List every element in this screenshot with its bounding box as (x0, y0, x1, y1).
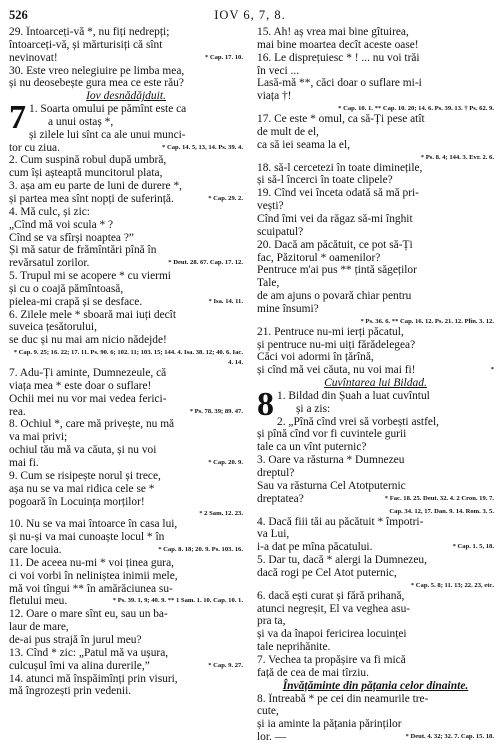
verse-line (9, 634, 243, 647)
verse-text: 13. Cînd * zic: „Patul mă va ușura, (9, 646, 169, 659)
cross-reference: * Cap. 8. 18; 20. 9. Ps. 103. 16. (158, 546, 243, 554)
verse-line (9, 65, 243, 78)
verse-line (257, 428, 494, 441)
verse-line (9, 608, 243, 621)
section-heading: Învățăminte din pățania celor dinainte. (282, 679, 469, 692)
verse-line (9, 347, 243, 367)
verse-text: 20. Dacă am păcătuit, ce pot să-Ți (257, 238, 413, 251)
verse-line (257, 441, 494, 454)
verse-text: și pentruce nu-mi uiți fărădelegea? (257, 338, 416, 351)
verse-text: care locuia. (9, 544, 62, 557)
verse-text: cute, (257, 705, 279, 718)
verse-text: vești? (257, 200, 284, 213)
verse-line (257, 52, 494, 65)
verse-text: suveica țesătorului, (9, 321, 97, 334)
verse-line (9, 154, 243, 167)
cross-reference: * Cap. 20. 9. (208, 459, 243, 466)
verse-text: și va da înapoi fericirea locuinței (257, 628, 407, 641)
running-title: IOV 6, 7, 8. (214, 8, 286, 22)
verse-text: și ia aminte la pățania părinților (257, 718, 402, 731)
verse-text: viața mea * este doar o suflare! (9, 379, 152, 392)
verse-text: ochiul tău mă va căuta, și nu voi (9, 444, 157, 457)
verse-line (257, 693, 494, 706)
verse-line (257, 454, 494, 467)
cross-reference: * Cap. 1. 5, 18. (452, 543, 494, 551)
verse-line (257, 162, 494, 175)
cross-reference: * Cap. 14. 5, 13, 14. Ps. 39. 4. (162, 143, 243, 151)
verse-line (257, 252, 494, 265)
verse-text: și zilele lui sînt ca ale unui munci- (29, 128, 186, 141)
verse-line (257, 303, 494, 316)
chapter-number: 8 (257, 385, 274, 423)
verse-line (257, 326, 494, 339)
verse-text: 2. Cum suspină robul după umbră, (9, 154, 167, 167)
verse-text: și cu o coajă pămîntoasă, (9, 282, 124, 295)
verse-line (257, 718, 494, 731)
cross-reference: * Cap. 5. 8; 11. 13; 22. 23, etc. (410, 581, 494, 589)
cross-reference: Cap. 34. 12, 17. Dan. 9. 14. Rom. 3. 5. (389, 507, 494, 515)
verse-line (9, 418, 243, 431)
right-column (257, 26, 494, 744)
verse-line (29, 116, 243, 129)
verse-line (9, 309, 243, 322)
cross-reference: * Ps. 36. 6. ** Cap. 16. 12. Ps. 21. 12. Plîn. 3. 12. (360, 317, 494, 325)
verse-text: 8. Întreabă * pe cei din neamurile tre- (257, 692, 429, 705)
verse-line (9, 180, 243, 193)
verse-text: atunci negreșit, El va veghea asu- (257, 602, 411, 615)
verse-text: se duc și nu mai am nicio nădejde! (9, 334, 167, 347)
verse-text: 5. Dar tu, dacă * alergi la Dumnezeu, (257, 554, 427, 567)
chapter-number: 7 (9, 99, 26, 137)
cross-reference: * Cap. 29. 2. (208, 194, 243, 202)
verse-text: și a zis: (296, 402, 331, 415)
verse-line (9, 660, 243, 673)
verse-text: de-ai pus strajă în jurul meu? (9, 633, 142, 646)
cross-reference: * (490, 366, 494, 374)
verse-line (9, 531, 243, 544)
verse-text: 21. Pentruce nu-mi ierți păcatul, (257, 325, 404, 338)
verse-text: mă îngrozești prin vedenii. (9, 685, 132, 698)
verse-line (257, 567, 494, 580)
cross-reference: * Deut. 28. 67. Cap. 17. 12. (168, 259, 243, 267)
verse-text: 11. De aceea nu-mi * voi ținea gura, (9, 556, 174, 569)
verse-text: 6. Zilele mele * sboară mai iuți decît (9, 308, 177, 321)
verse-text: Tale, (257, 277, 280, 290)
cross-reference: * Fac. 18. 25. Deut. 32. 4. 2 Cron. 19. 7. (384, 494, 494, 502)
verse-line (257, 506, 494, 516)
verse-line (257, 77, 494, 90)
verse-text: 7. Adu-Ți aminte, Dumnezeule, că (9, 367, 167, 380)
cross-reference: * Deut. 4. 32; 32. 7. Cap. 15. 18. (405, 733, 494, 741)
verse-line (277, 416, 494, 429)
verse-line (257, 339, 494, 352)
verse-line (29, 129, 243, 142)
verse-line (9, 232, 243, 245)
verse-text: și partea mea sînt nopți de suferință. (9, 192, 174, 205)
verse-line (257, 277, 494, 290)
page-header (0, 8, 500, 24)
verse-text: ci voi vorbi în neliniștea inimii mele, (9, 569, 178, 582)
section-heading: Iov desnădăjduit. (86, 90, 166, 103)
verse-line (257, 528, 494, 541)
verse-text: și nu deosebește gura mea ce este rău? (9, 77, 184, 90)
verse-text: 2. „Pînă cînd vrei să vorbești astfel, (277, 415, 439, 428)
verse-line (257, 316, 494, 326)
verse-text: mai fi. (9, 457, 39, 469)
verse-line (9, 483, 243, 496)
verse-line (257, 39, 494, 52)
verse-text: dacă rogi pe Cel Atot puternic, (257, 566, 397, 579)
verse-line (257, 541, 494, 554)
verse-text: dreptatea? (257, 492, 304, 505)
verse-text: „Cînd mă voi scula * ? (9, 218, 114, 231)
verse-line (9, 621, 243, 634)
verse-text: Ochii mei nu vor mai vedea ferici- (9, 392, 167, 405)
verse-text: față de cea de mai tîrziu. (257, 666, 369, 679)
verse-text: în veci ... (257, 64, 300, 77)
verse-text: 9. Cum se risipește norul și trece, (9, 469, 161, 482)
verse-text: Pentruce m'ai pus ** țintă săgeților (257, 264, 417, 277)
verse-text: și nu-și va mai cunoaște locul * în (9, 531, 165, 544)
verse-text: cum își așteaptă muncitorul plata, (9, 167, 163, 180)
verse-line (257, 264, 494, 277)
verse-line (9, 457, 243, 470)
cross-reference: * Cap. 10. 1. ** Cap. 10. 20; 14. 6. Ps. 39. 13. † Ps. 62. 9. (338, 105, 494, 113)
verse-line (9, 77, 243, 90)
cross-reference: * Cap. 17. 10. (204, 53, 243, 61)
verse-text: Cînd se va sfîrși noaptea ?” (9, 231, 134, 244)
verse-line (9, 557, 243, 570)
verse-text: mă voi tîngui ** în amărăciunea su- (9, 582, 173, 595)
verse-line (9, 52, 243, 65)
verse-text: va mai privi; (9, 431, 68, 444)
verse-line (9, 367, 243, 380)
verse-line (257, 628, 494, 641)
verse-line (9, 685, 243, 698)
verse-line (257, 480, 494, 493)
verse-line (257, 239, 494, 252)
verse-line (257, 113, 494, 126)
left-column (9, 26, 243, 698)
verse-text: 15. Ah! aș vrea mai bine gîtuirea, (257, 26, 409, 38)
verse-line (9, 167, 243, 180)
cross-reference: * Cap. 9. 25; 16. 22; 17. 11. Ps. 90. 6; 102. 11; 103. 15; 144. 4. Isa. 38. 12; 40. 6. Iac. 4. 14. (13, 349, 243, 367)
verse-line (9, 296, 243, 309)
verse-line (9, 206, 243, 219)
verse-line (257, 364, 494, 377)
verse-text: 10. Nu se va mai întoarce în casa lui, (9, 518, 178, 531)
verse-line (257, 590, 494, 603)
verse-text: 16. Le disprețuiesc * ! ... nu voi trăi (257, 51, 420, 64)
verse-line (257, 554, 494, 567)
verse-text: Cînd îmi vei da răgaz să-mi înghit (257, 212, 413, 225)
verse-text: 29. Întoarceți-vă *, nu fiți nedrepți; (9, 26, 170, 38)
verse-line (9, 39, 243, 52)
verse-text: Căci voi adormi în țărînă, (257, 351, 374, 364)
verse-text: 6. dacă ești curat și fără prihană, (257, 589, 405, 602)
verse-line (277, 403, 494, 416)
verse-text: nevinovat! (9, 51, 58, 64)
verse-text: i-a dat pe mîna păcatului. (257, 541, 373, 554)
verse-text: dreptul? (257, 467, 295, 479)
verse-text: Lasă-mă **, căci doar o suflare mi-i (257, 77, 422, 90)
verse-text: pielea-mi crapă și se desface. (9, 295, 143, 308)
verse-text: de am ajuns o povară chiar pentru (257, 290, 412, 303)
verse-text: viața †! (257, 90, 292, 103)
verse-text: ca să iei seama la el, (257, 138, 350, 151)
verse-text: tor cu ziua. (9, 141, 60, 154)
verse-text: pra ta, (257, 615, 286, 628)
verse-text: 8. Ochiul *, care mă privește, nu mă (9, 418, 175, 431)
verse-line (9, 193, 243, 206)
verse-line (257, 603, 494, 616)
verse-line (9, 26, 243, 39)
verse-line (9, 380, 243, 393)
verse-line (257, 654, 494, 667)
verse-line (257, 126, 494, 139)
verse-line (257, 615, 494, 628)
cross-reference: * Ps. 78. 39; 89. 47. (189, 407, 243, 415)
verse-line (9, 508, 243, 518)
verse-line (257, 731, 494, 744)
verse-line (257, 467, 494, 480)
verse-text: așa nu se va mai ridica cele se * (9, 482, 155, 495)
verse-line (257, 226, 494, 239)
verse-line (257, 705, 494, 718)
verse-line (257, 174, 494, 187)
verse-text: Și mă satur de frămîntări pînă în (9, 244, 157, 257)
verse-text: și să-l încerci în toate clipele? (257, 174, 393, 187)
verse-text: laur de mare, (9, 621, 69, 634)
verse-text: 1. Bildad din Șuah a luat cuvîntul (277, 389, 430, 402)
verse-line (257, 493, 494, 506)
verse-line (257, 90, 494, 103)
verse-line (257, 103, 494, 113)
cross-reference: * Cap. 9. 27. (208, 661, 243, 669)
cross-reference: * Ps. 8. 4; 144. 3. Evr. 2. 6. (420, 153, 494, 161)
cross-reference: * Isa. 14. 11. (208, 297, 243, 305)
verse-line (9, 270, 243, 283)
verse-line (9, 283, 243, 296)
verse-text: și cînd mă vei căuta, nu voi mai fi! (257, 364, 416, 377)
verse-text: 4. Dacă fiii tăi au păcătuit * împotri- (257, 515, 424, 528)
verse-text: 7. Vechea ta propășire va fi mică (257, 653, 406, 666)
verse-line (9, 444, 243, 457)
verse-line (9, 544, 243, 557)
verse-text: 5. Trupul mi se acopere * cu viermi (9, 270, 171, 283)
verse-line (9, 647, 243, 660)
verse-text: tale neprihănite. (257, 641, 331, 654)
verse-text: culcușul îmi va alina durerile,” (9, 659, 150, 672)
verse-line (9, 321, 243, 334)
verse-text: mai bine moartea decît aceste oase! (257, 38, 419, 51)
verse-text: rea. (9, 405, 26, 418)
verse-line (257, 213, 494, 226)
verse-text: 3. Oare va răsturna * Dumnezeu (257, 454, 405, 467)
verse-line (9, 570, 243, 583)
verse-text: mine însumi? (257, 302, 319, 315)
verse-line (257, 187, 494, 200)
page-number: 526 (9, 8, 28, 22)
verse-line (257, 26, 494, 39)
verse-line (257, 641, 494, 654)
verse-text: 18. să-l cercetezi în toate diminețile, (257, 161, 423, 174)
verse-line (9, 244, 243, 257)
verse-line (257, 152, 494, 162)
verse-line (257, 351, 494, 364)
verse-line (257, 200, 494, 213)
verse-line (9, 496, 243, 509)
verse-text: 1. Soarta omului pe pămînt este ca (29, 103, 187, 116)
verse-text: de mult de el, (257, 125, 319, 138)
verse-line (9, 334, 243, 347)
verse-line (9, 406, 243, 419)
verse-line (257, 290, 494, 303)
verse-text: și pînă cînd vor fi cuvintele gurii (257, 428, 407, 441)
verse-text: va Lui, (257, 528, 290, 541)
verse-text: 12. Oare o mare sînt eu, sau un ba- (9, 608, 168, 621)
verse-text: Sau va răsturna Cel Atotputernic (257, 479, 406, 492)
verse-line (9, 583, 243, 596)
verse-text: fac, Păzitorul * oamenilor? (257, 251, 381, 264)
verse-text: 30. Este vreo nelegiuire pe limba mea, (9, 64, 185, 77)
section-heading: Cuvîntarea lui Bildad. (324, 377, 427, 390)
verse-line (9, 595, 243, 608)
verse-text: 14. atunci mă înspăimînți prin visuri, (9, 672, 178, 685)
verse-line (257, 139, 494, 152)
verse-text: fletului meu. (9, 595, 68, 608)
verse-line (9, 393, 243, 406)
verse-line (9, 518, 243, 531)
verse-text: 4. Mă culc, și zic: (9, 205, 90, 218)
verse-line (9, 470, 243, 483)
verse-line (9, 257, 243, 270)
verse-line (257, 516, 494, 529)
verse-text: 17. Ce este * omul, ca să-Ți pese atît (257, 113, 425, 126)
verse-line (9, 431, 243, 444)
cross-reference: * 2 Sam. 12. 23. (199, 510, 243, 518)
verse-line (9, 142, 243, 155)
verse-text: revărsatul zorilor. (9, 257, 90, 270)
verse-text: scuipatul? (257, 225, 304, 238)
verse-text: lor. — (257, 731, 287, 744)
verse-line (257, 667, 494, 680)
verse-text: tale ca un vînt puternic? (257, 441, 367, 454)
verse-text: 3. așa am eu parte de luni de durere *, (9, 180, 183, 193)
verse-text: întoarceți-vă, și mărturisiți că sînt (9, 38, 163, 51)
verse-text: 19. Cînd vei înceta odată să mă pri- (257, 187, 419, 200)
verse-line (9, 219, 243, 232)
verse-line (257, 580, 494, 590)
verse-line (257, 65, 494, 78)
verse-text: pogoară în Locuința morților! (9, 495, 145, 508)
verse-line (9, 673, 243, 686)
verse-text: a unui ostaș *, (48, 115, 114, 128)
cross-reference: * Ps. 39. 1, 9; 40. 9. ** 1 Sam. 1. 10. Cap. 10. 1. (112, 597, 243, 605)
